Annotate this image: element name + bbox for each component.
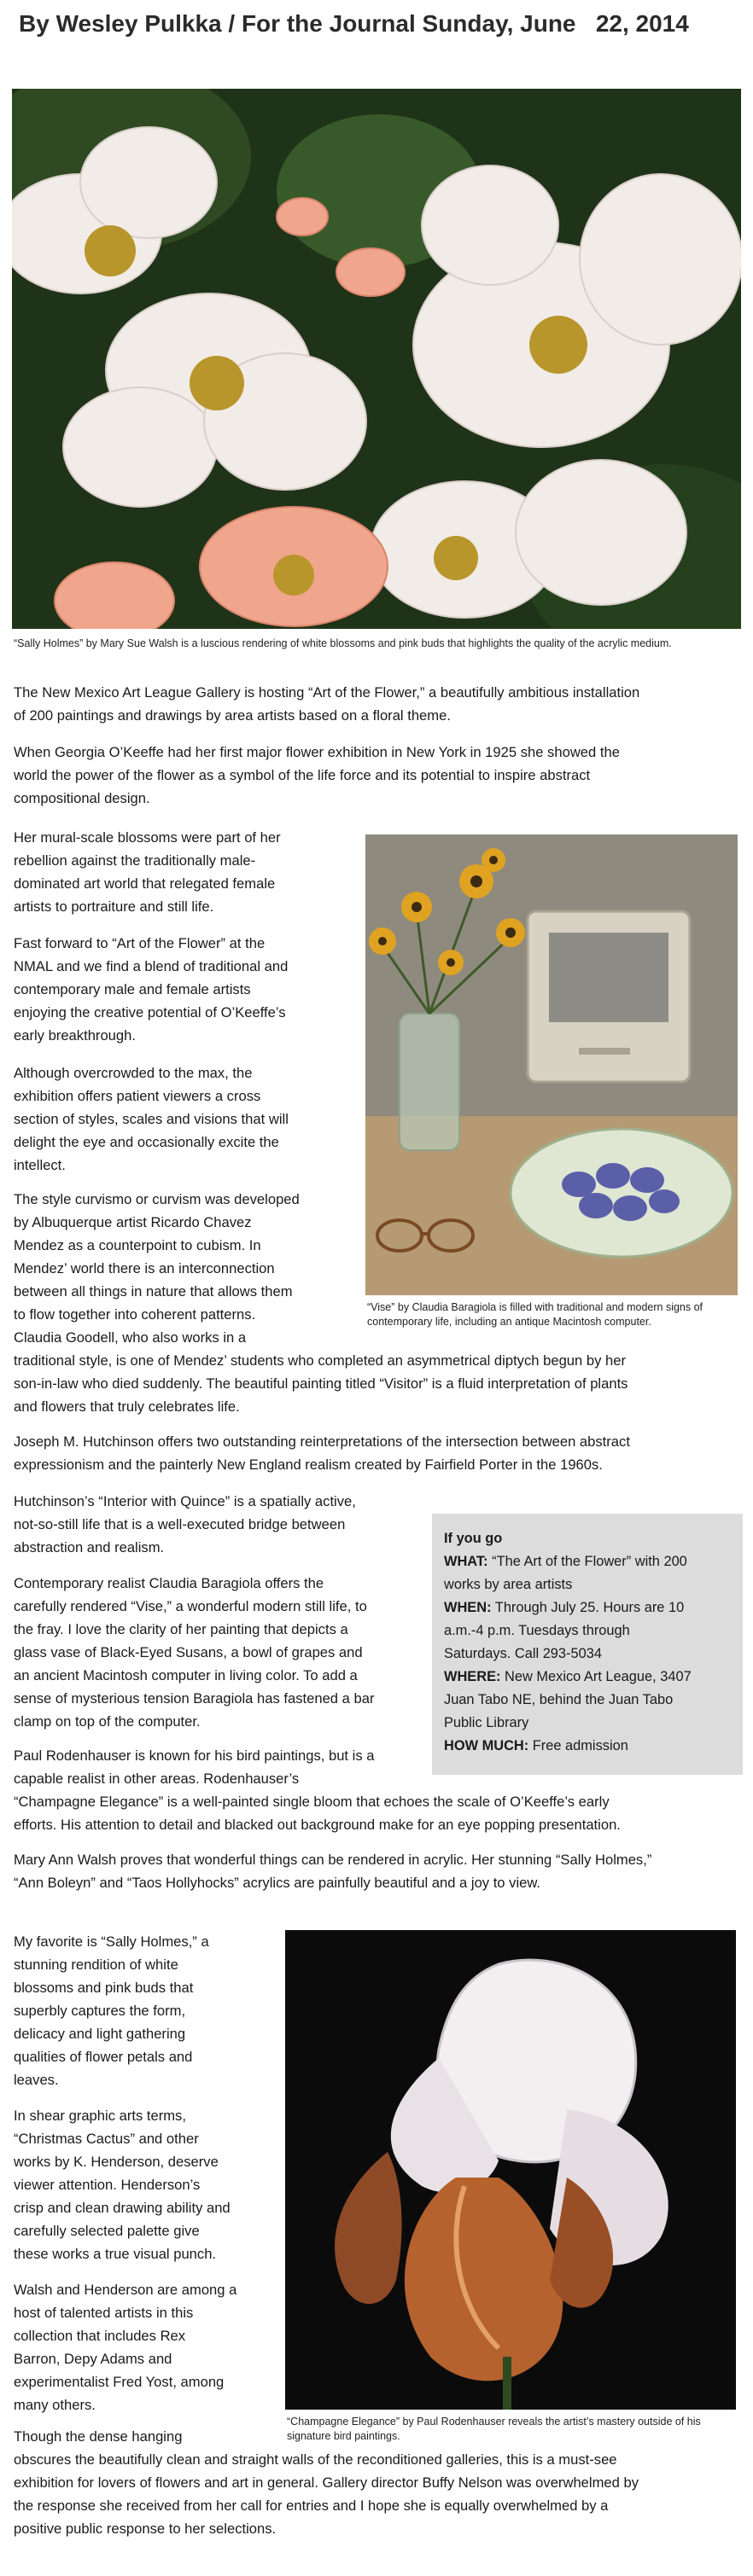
article-paragraph: Fast forward to “Art of the Flower” at the NMAL and we find a blend of traditional and contemporary male and female artists enjoying the creative potential of O’Keeffe’s early breakthrough. xyxy=(14,935,289,1044)
iris-painting-image xyxy=(285,1930,736,2410)
info-how-much: HOW MUCH: Free admission xyxy=(444,1738,628,1753)
flower-painting-image xyxy=(12,89,741,629)
figure-champagne-elegance xyxy=(285,1930,736,2410)
article-paragraph: Walsh and Henderson are among a host of talented artists in this collection that includes Rex Barron, Depy Adams and experimentalist Fred Yost, among many others. xyxy=(14,2282,237,2413)
info-what: WHAT: “The Art of the Flower” with 200 works by area artists xyxy=(444,1554,687,1592)
article-paragraph: My favorite is “Sally Holmes,” a stunning rendition of white blossoms and pink buds that superbly captures the form, delicacy and light gathering qualities of flower petals and leaves. xyxy=(14,1933,209,2088)
article-paragraph: Paul Rodenhauser is known for his bird paintings, but is a capable realist in other areas. Rodenhauser’s “Champagne Elegance” is a well-painted single bloom that echoes the scale of O’Keeffe’s early efforts. His attention to detail and blacked out background make for an eye popping presentation. xyxy=(14,1747,621,1833)
article-paragraph: Though the dense hanging obscures the beautifully clean and straight walls of the reconditioned galleries, this is a must-see exhibition for lovers of flowers and art in general. Gallery director Buffy Nelson was overwhelmed by the response she received from her call for entries and I hope she is equally overwhelmed by a positive public response to her selections. xyxy=(14,2428,639,2537)
figure-vise xyxy=(365,834,738,1295)
article-paragraph: When Georgia O’Keeffe had her first major flower exhibition in New York in 1925 she showed the world the power of the flower as a symbol of the life force and its potential to inspire abstract compositional design. xyxy=(14,744,620,806)
info-where: WHERE: New Mexico Art League, 3407 Juan Tabo NE, behind the Juan Tabo Public Library xyxy=(444,1669,692,1730)
article-paragraph: Claudia Goodell, who also works in a traditional style, is one of Mendez’ students who completed an asymmetrical diptych begun by her son-in-law who died suddenly. The beautiful painting titled “Visitor” is a fluid interpretation of plants and flowers that truly celebrates life. xyxy=(14,1329,628,1415)
article-paragraph: In shear graphic arts terms, “Christmas Cactus” and other works by K. Henderson, deserve viewer attention. Henderson’s crisp and clean drawing ability and carefully selected palette give these works a true visual punch. xyxy=(14,2108,231,2262)
figure-sally-holmes xyxy=(12,89,741,629)
article-paragraph: Her mural-scale blossoms were part of her rebellion against the traditionally male- dominated art world that relegated female artists to portraiture and still life. xyxy=(14,829,281,915)
article-paragraph: The New Mexico Art League Gallery is hosting “Art of the Flower,” a beautifully ambitious installation of 200 paintings and drawings by area artists based on a floral theme. xyxy=(14,684,640,724)
figure-caption-champagne-elegance: “Champagne Elegance” by Paul Rodenhauser reveals the artist’s mastery outside of his signature bird paintings. xyxy=(287,2416,701,2442)
article-paragraph: Hutchinson’s “Interior with Quince” is a spatially active, not-so-still life that is a well-executed bridge between abstraction and realism. xyxy=(14,1493,356,1555)
article-paragraph: Although overcrowded to the max, the exhibition offers patient viewers a cross section of styles, scales and visions that will delight the eye and occasionally excite the intellect. xyxy=(14,1065,289,1173)
article-byline: By Wesley Pulkka / For the Journal Sunday, June 22, 2014 xyxy=(19,10,689,37)
still-life-painting-image xyxy=(365,834,738,1295)
article-paragraph: The style curvismo or curvism was developed by Albuquerque artist Ricardo Chavez Mendez as a counterpoint to cubism. In Mendez’ world there is an interconnection between all things in nature that allows them to flow together into coherent patterns. xyxy=(14,1191,300,1323)
info-when: WHEN: Through July 25. Hours are 10 a.m.-4 p.m. Tuesdays through Saturdays. Call 293-5034 xyxy=(444,1600,685,1661)
if-you-go-box xyxy=(432,1514,743,1775)
article-paragraph: Joseph M. Hutchinson offers two outstanding reinterpretations of the intersection between abstract expressionism and the painterly New England realism created by Fairfield Porter in the 1960s. xyxy=(14,1433,630,1473)
if-you-go-heading: If you go xyxy=(444,1531,503,1546)
figure-caption-sally-holmes: “Sally Holmes” by Mary Sue Walsh is a luscious rendering of white blossoms and pink buds that highlights the quality of the acrylic medium. xyxy=(14,637,672,649)
article-paragraph: Contemporary realist Claudia Baragiola offers the carefully rendered “Vise,” a wonderful modern still life, to the fray. I love the clarity of her painting that depicts a glass vase of Black-Eyed Susans, a bowl of grapes and an ancient Macintosh computer in living color. To add a sense of mysterious tension Baragiola has fastened a bar clamp on top of the computer. xyxy=(14,1575,375,1730)
figure-caption-vise: “Vise” by Claudia Baragiola is filled with traditional and modern signs of contemporary life, including an antique Macintosh computer. xyxy=(367,1301,703,1328)
article-paragraph: Mary Ann Walsh proves that wonderful things can be rendered in acrylic. Her stunning “Sally Holmes,” “Ann Boleyn” and “Taos Hollyhocks” acrylics are painfully beautiful and a joy to view. xyxy=(14,1852,652,1891)
